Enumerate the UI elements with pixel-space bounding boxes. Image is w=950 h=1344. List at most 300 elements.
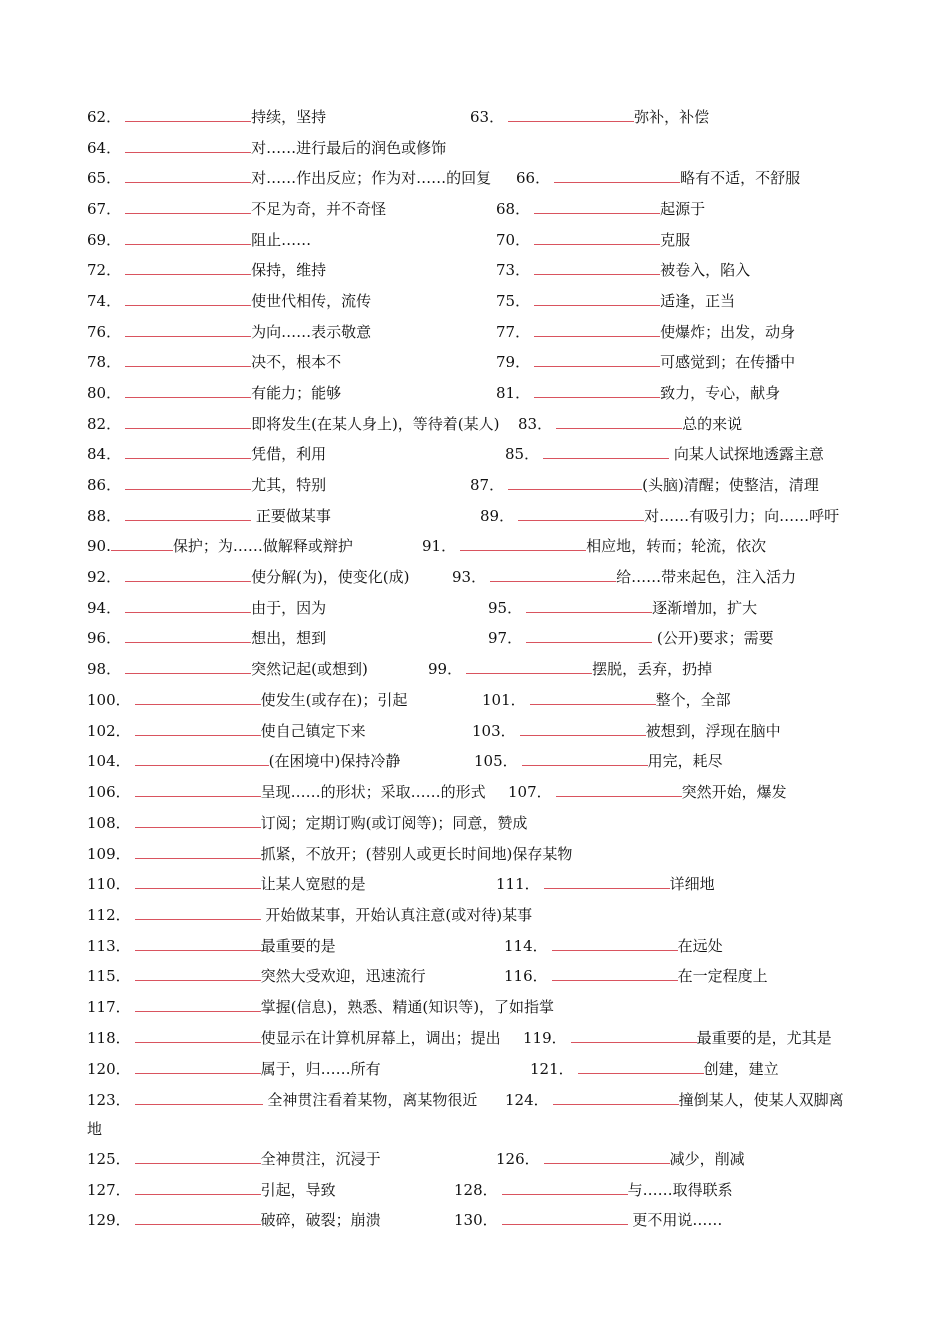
entry-number: 105．	[474, 752, 518, 770]
entry-meaning: 撞倒某人，使某人双脚离	[678, 1091, 844, 1109]
entry-number: 69．	[87, 231, 122, 249]
vocab-entry	[87, 812, 527, 833]
entry-row	[0, 904, 950, 928]
answer-blank[interactable]	[125, 382, 251, 398]
answer-blank[interactable]	[534, 382, 660, 398]
entry-meaning: 给……带来起色，注入活力	[616, 568, 797, 586]
answer-blank[interactable]	[460, 535, 586, 551]
entry-meaning: 向某人试探地透露主意	[669, 445, 824, 463]
vocab-entry	[87, 873, 366, 894]
answer-blank[interactable]	[125, 321, 251, 337]
entry-number: 115．	[87, 967, 131, 985]
vocab-entry	[516, 167, 800, 188]
vocab-entry	[87, 750, 400, 771]
entry-number: 119．	[523, 1029, 567, 1047]
entry-meaning: 保持，维持	[251, 261, 327, 279]
entry-meaning: 持续，坚持	[251, 108, 327, 126]
entry-meaning: 摆脱，丢弃，扔掉	[592, 660, 713, 678]
answer-blank[interactable]	[125, 106, 251, 122]
entry-number: 78．	[87, 353, 122, 371]
entry-row	[0, 812, 950, 836]
entry-number: 77．	[496, 323, 531, 341]
entry-number: 66．	[516, 169, 551, 187]
vocab-entry	[87, 904, 532, 925]
answer-blank[interactable]	[135, 873, 261, 889]
answer-blank[interactable]	[135, 904, 261, 920]
entry-meaning: (在困境中)保持冷静	[268, 752, 401, 770]
vocab-entry	[422, 535, 766, 556]
vocab-entry	[505, 1089, 844, 1110]
entry-number: 92．	[87, 568, 122, 586]
entry-row	[0, 290, 950, 314]
entry-meaning: 可感觉到；在传播中	[660, 353, 796, 371]
vocab-entry	[87, 137, 446, 158]
vocab-entry	[87, 351, 341, 372]
vocab-entry	[496, 351, 795, 372]
entry-meaning: 创建，建立	[703, 1060, 779, 1078]
entry-meaning: 让某人宽慰的是	[260, 875, 366, 893]
entry-meaning: 整个，全部	[655, 691, 731, 709]
entry-row	[0, 1209, 950, 1233]
entry-number: 89．	[480, 507, 515, 525]
vocab-entry	[482, 689, 731, 710]
entry-meaning: 使世代相传，流传	[251, 292, 372, 310]
entry-row	[0, 259, 950, 283]
entry-number: 84．	[87, 445, 122, 463]
entry-row	[0, 229, 950, 253]
vocab-entry	[87, 965, 426, 986]
entry-number: 126．	[496, 1150, 540, 1168]
entry-row	[0, 720, 950, 744]
answer-blank[interactable]	[571, 1027, 697, 1043]
entry-meaning: 对……进行最后的润色或修饰	[251, 139, 447, 157]
vocab-entry	[474, 750, 723, 771]
vocab-entry	[87, 1089, 477, 1110]
entry-row	[0, 1089, 950, 1113]
entry-meaning: 为向……表示敬意	[251, 323, 372, 341]
entry-meaning: 保护；为……做解释或辩护	[172, 537, 353, 555]
vocab-entry	[496, 321, 795, 342]
entry-meaning: 弥补，补偿	[634, 108, 710, 126]
answer-blank[interactable]	[135, 1209, 261, 1225]
vocab-entry	[470, 474, 819, 495]
answer-blank[interactable]	[135, 750, 269, 766]
answer-blank[interactable]	[552, 935, 678, 951]
entry-number: 80．	[87, 384, 122, 402]
entry-row	[0, 382, 950, 406]
answer-blank[interactable]	[125, 627, 251, 643]
entry-number: 88．	[87, 507, 122, 525]
entry-row	[0, 873, 950, 897]
answer-blank[interactable]	[125, 413, 251, 429]
answer-blank[interactable]	[125, 167, 251, 183]
vocab-entry	[480, 505, 839, 526]
entry-meaning: 决不，根本不	[251, 353, 342, 371]
vocab-entry	[488, 597, 757, 618]
vocab-entry	[87, 167, 491, 188]
vocab-entry	[87, 1179, 336, 1200]
entry-meaning: 使分解(为)，使变化(成)	[251, 568, 410, 586]
entry-number: 98．	[87, 660, 122, 678]
vocab-entry	[87, 443, 326, 464]
entry-number: 85．	[505, 445, 540, 463]
entry-meaning: 有能力；能够	[251, 384, 342, 402]
entry-meaning: 呈现……的形状；采取……的形式	[260, 783, 486, 801]
entry-number: 100．	[87, 691, 131, 709]
answer-blank[interactable]	[125, 229, 251, 245]
answer-blank[interactable]	[502, 1179, 628, 1195]
entry-number: 74．	[87, 292, 122, 310]
entry-number: 120．	[87, 1060, 131, 1078]
entry-meaning: 阻止……	[251, 231, 312, 249]
entry-number: 101．	[482, 691, 526, 709]
entry-meaning: 全神贯注看着某物，离某物很近	[262, 1091, 478, 1109]
vocab-entry	[87, 689, 407, 710]
entry-meaning: 开始做某事，开始认真注意(或对待)某事	[260, 906, 533, 924]
entry-row	[0, 566, 950, 590]
vocab-entry	[496, 229, 690, 250]
entry-row	[0, 413, 950, 437]
entry-meaning: 对……有吸引力；向……呼吁	[644, 507, 840, 525]
entry-number: 63．	[470, 108, 505, 126]
answer-blank[interactable]	[552, 965, 678, 981]
vocab-entry	[472, 720, 781, 741]
entry-number: 86．	[87, 476, 122, 494]
entry-number: 95．	[488, 599, 523, 617]
entry-meaning: 使爆炸；出发，动身	[660, 323, 796, 341]
entry-number: 107．	[508, 783, 552, 801]
entry-meaning: 被卷入，陷入	[660, 261, 751, 279]
entry-number: 116．	[504, 967, 548, 985]
entry-meaning: 抓紧，不放开；(替别人或更长时间地)保存某物	[260, 845, 573, 863]
vocab-entry	[470, 106, 709, 127]
entry-meaning: 想出，想到	[251, 629, 327, 647]
entry-meaning: 被想到，浮现在脑中	[645, 722, 781, 740]
entry-number: 129．	[87, 1211, 131, 1229]
entry-number: 130．	[454, 1211, 498, 1229]
entry-number: 81．	[496, 384, 531, 402]
entry-number: 65．	[87, 169, 122, 187]
entry-row	[0, 198, 950, 222]
entry-meaning: 克服	[660, 231, 691, 249]
answer-blank[interactable]	[534, 321, 660, 337]
entry-number: 64．	[87, 139, 122, 157]
vocab-entry	[87, 658, 368, 679]
vocab-entry	[87, 1027, 501, 1048]
vocab-entry	[87, 720, 366, 741]
entry-meaning: 使自己镇定下来	[260, 722, 366, 740]
answer-blank[interactable]	[125, 658, 251, 674]
answer-blank[interactable]	[534, 259, 660, 275]
answer-blank[interactable]	[526, 597, 652, 613]
answer-blank[interactable]	[135, 965, 261, 981]
vocab-entry	[87, 382, 341, 403]
answer-blank[interactable]	[125, 259, 251, 275]
entry-meaning: (头脑)清醒；使整洁，清理	[642, 476, 819, 494]
entry-meaning: 订阅；定期订购(或订阅等)；同意，赞成	[260, 814, 528, 832]
answer-blank[interactable]	[553, 1089, 679, 1105]
vocab-entry	[87, 413, 500, 434]
vocab-entry	[428, 658, 712, 679]
entry-number: 96．	[87, 629, 122, 647]
entry-number: 72．	[87, 261, 122, 279]
vocab-entry	[87, 259, 326, 280]
entry-row	[0, 781, 950, 805]
entry-number: 87．	[470, 476, 505, 494]
answer-blank[interactable]	[125, 137, 251, 153]
answer-blank[interactable]	[135, 843, 261, 859]
entry-number: 94．	[87, 599, 122, 617]
answer-blank[interactable]	[135, 1179, 261, 1195]
answer-blank[interactable]	[135, 720, 261, 736]
entry-row	[0, 935, 950, 959]
entry-number: 125．	[87, 1150, 131, 1168]
vocab-entry	[87, 505, 331, 526]
vocab-entry	[87, 627, 326, 648]
entry-meaning: 对……作出反应；作为对……的回复	[251, 169, 492, 187]
entry-number: 121．	[530, 1060, 574, 1078]
entry-number: 114．	[504, 937, 548, 955]
entry-row	[0, 137, 950, 161]
vocab-entry	[87, 229, 311, 250]
answer-blank[interactable]	[125, 505, 251, 521]
vocab-entry	[530, 1058, 779, 1079]
entry-meaning: 减少，削减	[669, 1150, 745, 1168]
answer-blank[interactable]	[544, 1148, 670, 1164]
entry-number: 117．	[87, 998, 131, 1016]
entry-meaning: 不足为奇，并不奇怪	[251, 200, 387, 218]
entry-meaning: 使显示在计算机屏幕上，调出；提出	[260, 1029, 501, 1047]
entry-meaning: 致力，专心，献身	[660, 384, 781, 402]
entry-meaning: 用完，耗尽	[647, 752, 723, 770]
entry-meaning: 掌握(信息)，熟悉、精通(知识等)，了如指掌	[260, 998, 555, 1016]
answer-blank[interactable]	[135, 1058, 261, 1074]
answer-blank[interactable]	[522, 750, 648, 766]
entry-meaning: 凭借，利用	[251, 445, 327, 463]
entry-meaning: 逐渐增加，扩大	[652, 599, 758, 617]
entry-meaning: 更不用说……	[627, 1211, 723, 1229]
entry-row	[0, 597, 950, 621]
entry-meaning: 尤其，特别	[251, 476, 327, 494]
vocab-entry	[496, 873, 715, 894]
vocab-entry	[87, 535, 353, 556]
entry-number: 127．	[87, 1181, 131, 1199]
entry-number: 103．	[472, 722, 516, 740]
entry-row	[0, 1148, 950, 1172]
vocab-entry	[452, 566, 796, 587]
answer-blank[interactable]	[135, 996, 261, 1012]
answer-blank[interactable]	[111, 535, 173, 551]
vocab-entry	[87, 597, 326, 618]
entry-number: 68．	[496, 200, 531, 218]
vocab-entry	[496, 382, 780, 403]
vocab-entry	[518, 413, 742, 434]
answer-blank[interactable]	[508, 106, 634, 122]
vocab-entry	[496, 1148, 745, 1169]
answer-blank[interactable]	[135, 1148, 261, 1164]
vocab-entry	[523, 1027, 832, 1048]
entry-number: 82．	[87, 415, 122, 433]
entry-number: 113．	[87, 937, 131, 955]
entry-meaning: 在远处	[677, 937, 723, 955]
entry-row	[0, 658, 950, 682]
entry-row	[0, 167, 950, 191]
entry-number: 111．	[496, 875, 540, 893]
entry-number: 106．	[87, 783, 131, 801]
entry-meaning: 总的来说	[682, 415, 743, 433]
entry-number: 104．	[87, 752, 131, 770]
answer-blank[interactable]	[534, 290, 660, 306]
entry-row	[0, 1058, 950, 1082]
entry-number: 97．	[488, 629, 523, 647]
entry-number: 90.	[87, 537, 111, 555]
entry-row	[0, 689, 950, 713]
entry-row	[0, 505, 950, 529]
vocab-entry	[87, 781, 486, 802]
entry-row	[0, 996, 950, 1020]
answer-blank[interactable]	[135, 689, 261, 705]
vocab-entry	[508, 781, 787, 802]
vocab-entry	[87, 321, 371, 342]
answer-blank[interactable]	[135, 1027, 261, 1043]
entry-number: 75．	[496, 292, 531, 310]
answer-blank[interactable]	[578, 1058, 704, 1074]
entry-meaning-continuation: 地	[87, 1120, 103, 1138]
entry-meaning: (公开)要求；需要	[652, 629, 774, 647]
vocab-entry	[87, 198, 386, 219]
answer-blank[interactable]	[135, 781, 261, 797]
entry-meaning: 起源于	[660, 200, 706, 218]
vocab-entry	[87, 996, 554, 1017]
entry-number: 118．	[87, 1029, 131, 1047]
answer-blank[interactable]	[520, 720, 646, 736]
answer-blank[interactable]	[125, 198, 251, 214]
entry-meaning: 全神贯注，沉浸于	[260, 1150, 381, 1168]
answer-blank[interactable]	[125, 290, 251, 306]
entry-meaning: 略有不适，不舒服	[680, 169, 801, 187]
entry-meaning: 与……取得联系	[627, 1181, 733, 1199]
answer-blank[interactable]	[135, 1089, 263, 1105]
entry-meaning: 最重要的是	[260, 937, 336, 955]
entry-number: 83．	[518, 415, 553, 433]
entry-number: 91．	[422, 537, 457, 555]
vocab-entry	[505, 443, 824, 464]
vocab-entry	[87, 1148, 381, 1169]
answer-blank[interactable]	[502, 1209, 628, 1225]
entry-meaning: 在一定程度上	[677, 967, 768, 985]
entry-number: 67．	[87, 200, 122, 218]
vocab-entry	[87, 1209, 381, 1230]
answer-blank[interactable]	[125, 597, 251, 613]
answer-blank[interactable]	[466, 658, 592, 674]
answer-blank[interactable]	[125, 351, 251, 367]
entry-row	[0, 1119, 950, 1143]
entry-number: 123．	[87, 1091, 131, 1109]
entry-number: 70．	[496, 231, 531, 249]
entry-meaning: 属于，归……所有	[260, 1060, 381, 1078]
vocab-entry	[504, 935, 723, 956]
answer-blank[interactable]	[534, 198, 660, 214]
answer-blank[interactable]	[554, 167, 680, 183]
entry-number: 124．	[505, 1091, 549, 1109]
answer-blank[interactable]	[125, 566, 251, 582]
vocab-entry	[87, 106, 326, 127]
vocab-entry	[87, 566, 410, 587]
entry-meaning: 由于，因为	[251, 599, 327, 617]
entry-meaning: 引起，导致	[260, 1181, 336, 1199]
vocab-entry	[454, 1179, 733, 1200]
answer-blank[interactable]	[544, 873, 670, 889]
entry-meaning: 使发生(或存在)；引起	[260, 691, 408, 709]
entry-row	[0, 351, 950, 375]
answer-blank[interactable]	[508, 474, 642, 490]
vocab-entry	[504, 965, 768, 986]
entry-meaning: 突然大受欢迎，迅速流行	[260, 967, 426, 985]
entry-row	[0, 106, 950, 130]
vocab-entry	[496, 198, 705, 219]
answer-blank[interactable]	[556, 781, 682, 797]
answer-blank[interactable]	[518, 505, 644, 521]
entry-meaning: 突然开始，爆发	[681, 783, 787, 801]
vocab-entry	[488, 627, 774, 648]
answer-blank[interactable]	[135, 812, 261, 828]
answer-blank[interactable]	[534, 229, 660, 245]
answer-blank[interactable]	[125, 474, 251, 490]
entry-number: 109．	[87, 845, 131, 863]
entry-number: 93．	[452, 568, 487, 586]
answer-blank[interactable]	[534, 351, 660, 367]
answer-blank[interactable]	[530, 689, 656, 705]
entry-row	[0, 1179, 950, 1203]
entry-row	[0, 843, 950, 867]
answer-blank[interactable]	[526, 627, 652, 643]
entry-number: 99．	[428, 660, 463, 678]
entry-row	[0, 535, 950, 559]
entry-number: 128．	[454, 1181, 498, 1199]
entry-meaning: 相应地，转而；轮流，依次	[586, 537, 767, 555]
entry-meaning: 最重要的是，尤其是	[696, 1029, 832, 1047]
entry-number: 112．	[87, 906, 131, 924]
answer-blank[interactable]	[543, 443, 669, 459]
vocab-entry	[87, 843, 572, 864]
answer-blank[interactable]	[556, 413, 682, 429]
entry-row	[0, 750, 950, 774]
entry-meaning: 突然记起(或想到)	[251, 660, 368, 678]
entry-meaning: 正要做某事	[251, 507, 331, 525]
entry-number: 110．	[87, 875, 131, 893]
vocab-entry	[496, 290, 735, 311]
entry-meaning: 破碎，破裂；崩溃	[260, 1211, 381, 1229]
vocab-entry	[87, 474, 326, 495]
entry-meaning: 详细地	[669, 875, 715, 893]
entry-row	[0, 321, 950, 345]
vocab-entry	[87, 290, 371, 311]
entry-number: 76．	[87, 323, 122, 341]
vocab-entry	[87, 1058, 381, 1079]
answer-blank[interactable]	[490, 566, 616, 582]
vocab-entry	[87, 935, 336, 956]
entry-row	[0, 443, 950, 467]
entry-meaning: 适逢，正当	[660, 292, 736, 310]
answer-blank[interactable]	[125, 443, 251, 459]
answer-blank[interactable]	[135, 935, 261, 951]
entry-meaning: 即将发生(在某人身上)，等待着(某人)	[251, 415, 500, 433]
entry-number: 73．	[496, 261, 531, 279]
entry-number: 108．	[87, 814, 131, 832]
entry-number: 79．	[496, 353, 531, 371]
entry-row	[0, 965, 950, 989]
entry-row	[0, 627, 950, 651]
